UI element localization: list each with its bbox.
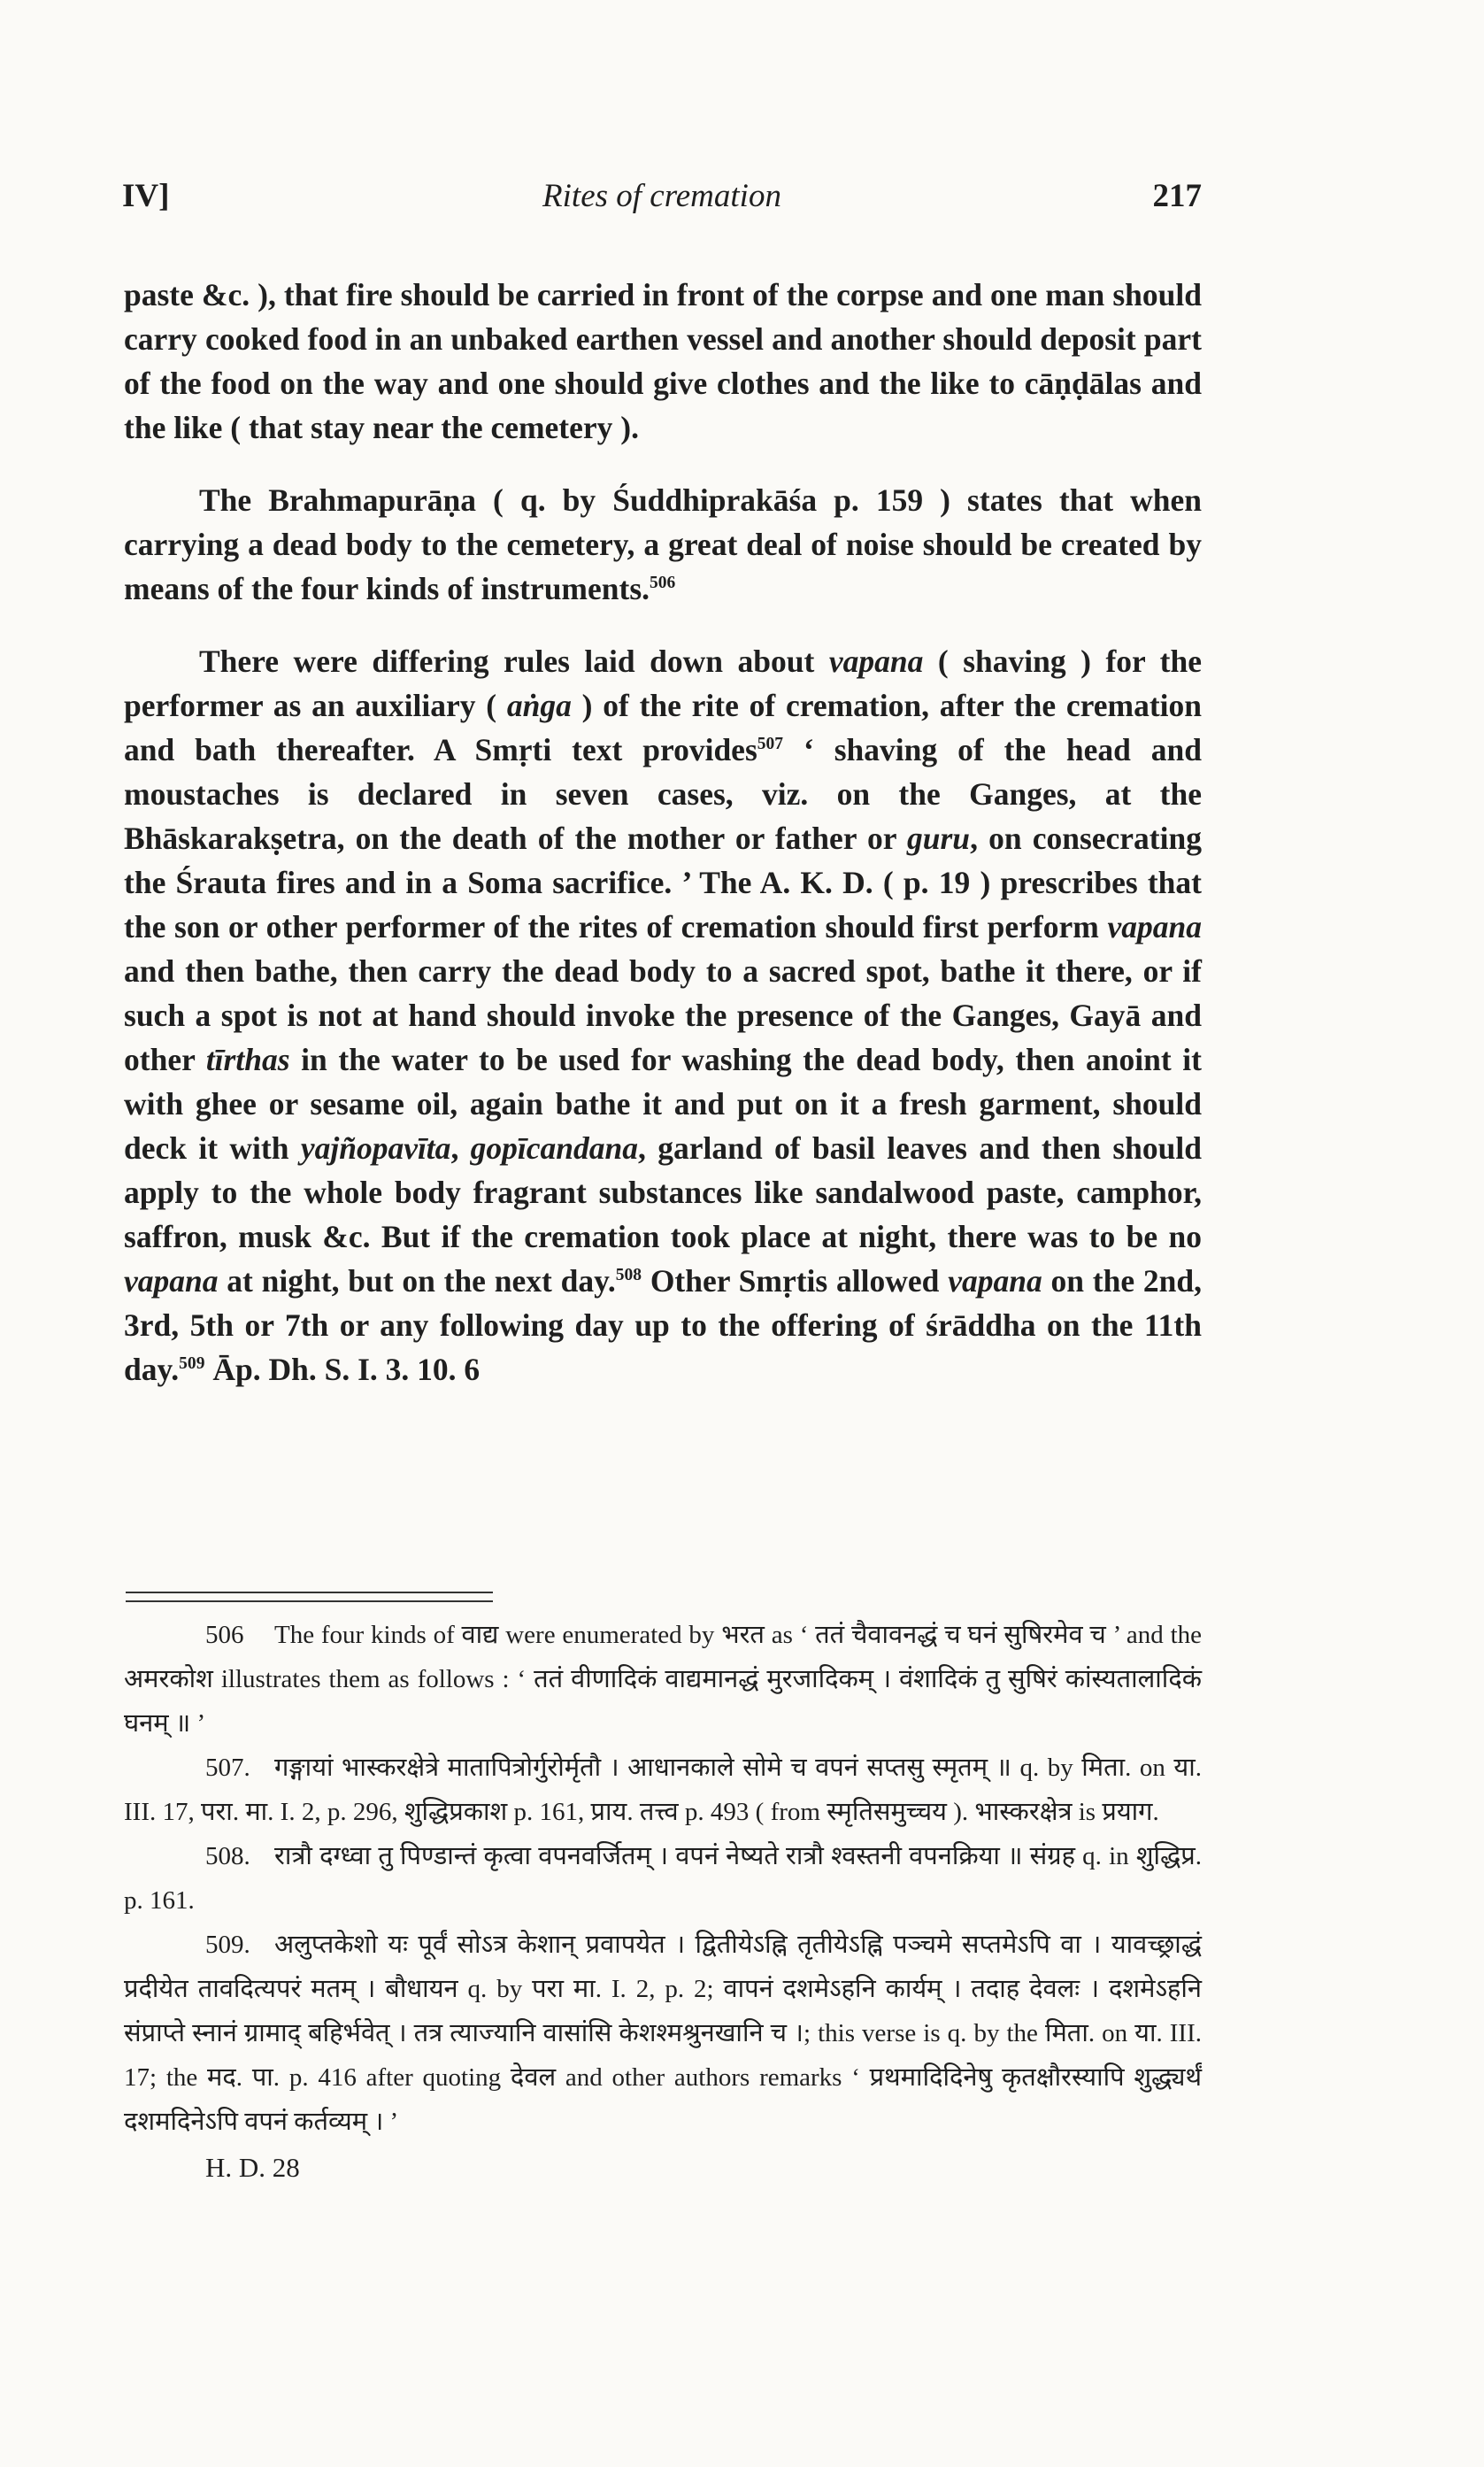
- signature-mark: H. D. 28: [205, 2152, 300, 2183]
- main-text: [124, 273, 1202, 1392]
- footnote-509: 509. अलुप्तकेशो यः पूर्वं सोऽत्र केशान् प्रवापयेत । द्वितीयेऽह्नि तृतीयेऽह्नि पञ्चमे सप्तमेऽपि वा । यावच्छ्राद्धं प्रदीयेत तावदित्यपरं मतम् । बौधायन q. by परा मा. I. 2, p. 2; वापनं दशमेऽहनि कार्यम् । तदाह देवलः । दशमेऽहनि संप्राप्ते स्नानं ग्रामाद् बहिर्भवेत् । तत्र त्याज्यानि वासांसि केशश्मश्रुनखानि च ।; this verse is q. by the मिता. on या. III. 17; the मद. पा. p. 416 after quoting देवल and other authors remarks ‘ प्रथमादिदिनेषु कृतक्षौरस्यापि शुद्ध्यर्थं दशमदिनेऽपि वपनं कर्तव्यम् । ’: [124, 1923, 1202, 2144]
- footnote-ref: 509: [179, 1354, 205, 1374]
- paragraph-1: paste &c. ), that fire should be carried in front of the corpse and one man should carry cooked food in an unbaked earthen vessel and another should deposit part of the food on the way and one should give clothes and the like to cāṇḍālas and the like ( that stay near the cemetery ).: [124, 277, 1202, 445]
- footnote-507: 507. गङ्गायां भास्करक्षेत्रे मातापित्रोर्गुरोर्मृतौ । आधानकाले सोमे च वपनं सप्तसु स्मृतम् ॥ q. by मिता. on या. III. 17, परा. मा. I. 2, p. 296, शुद्धिप्रकाश p. 161, प्राय. तत्त्व p. 493 ( from स्मृतिसमुच्चय ). भास्करक्षेत्र is प्रयाग.: [124, 1746, 1202, 1834]
- paragraph-2: The Brahmapurāṇa ( q. by Śuddhiprakāśa p. 159 ) states that when carrying a dead body to the cemetery, a great deal of noise should be created by means of the four kinds of instruments.$^{506}$: [124, 482, 1202, 606]
- footnote-number: 506: [205, 1621, 244, 1649]
- footnote-ref: 507: [757, 735, 784, 754]
- footnote-number: 507.: [205, 1754, 250, 1782]
- footnote-508: 508. रात्रौ दग्ध्वा तु पिण्डान्तं कृत्वा वपनवर्जितम् । वपनं नेष्यते रात्रौ श्वस्तनी वपनक्रिया ॥ संग्रह q. in शुद्धिप्र. p. 161.: [124, 1834, 1202, 1923]
- footnote-rule: [126, 1592, 493, 1602]
- footnotes: [124, 1613, 1202, 2190]
- chapter-number: IV]: [122, 178, 170, 214]
- footnote-ref: 508: [615, 1266, 642, 1285]
- footnote-number: 508.: [205, 1842, 250, 1870]
- footnote-number: 509.: [205, 1931, 250, 1959]
- running-header: [122, 177, 1202, 239]
- footnote-506: 506 The four kinds of वाद्य were enumerated by भरत as ‘ ततं चैवावनद्धं च घनं सुषिरमेव च ’ and the अमरकोश illustrates them as follows : ‘ ततं वीणादिकं वाद्यमानद्धं मुरजादिकम् । वंशादिकं तु सुषिरं कांस्यतालादिकं घनम् ॥ ’: [124, 1613, 1202, 1746]
- running-title: Rites of cremation: [542, 178, 781, 214]
- page-number: 217: [1152, 178, 1202, 214]
- paragraph-3: There were differing rules laid down about vapana ( shaving ) for the performer as an auxiliary ( aṅga ) of the rite of cremation, after the cremation and bath thereafter. A Smṛti text provides$^{507}$ ‘ shaving of the head and moustaches is declared in seven cases, viz. on the Ganges, at the Bhāskarakṣetra, on the death of the mother or father or guru, on consecrating the Śrauta fires and in a Soma sacrifice. ’ The A. K. D. ( p. 19 ) prescribes that the son or other performer of the rites of cremation should first perform vapana and then bathe, then carry the dead body to a sacred spot, bathe it there, or if such a spot is not at hand should invoke the presence of the Ganges, Gayā and other tīrthas in the water to be used for washing the dead body, then anoint it with ghee or sesame oil, again bathe it and put on it a fresh garment, should deck it with yajñopavīta, gopīcandana, garland of basil leaves and then should apply to the whole body fragrant substances like sandalwood paste, camphor, saffron, musk &c. But if the cremation took place at night, there was to be no vapana at night, but on the next day.$^{508}$ Other Smṛtis allowed vapana on the 2nd, 3rd, 5th or 7th or any following day up to the offering of śrāddha on the 11th day.$^{509}$ Āp. Dh. S. I. 3. 10. 6: [124, 644, 1203, 1387]
- footnote-ref: 506: [650, 574, 676, 593]
